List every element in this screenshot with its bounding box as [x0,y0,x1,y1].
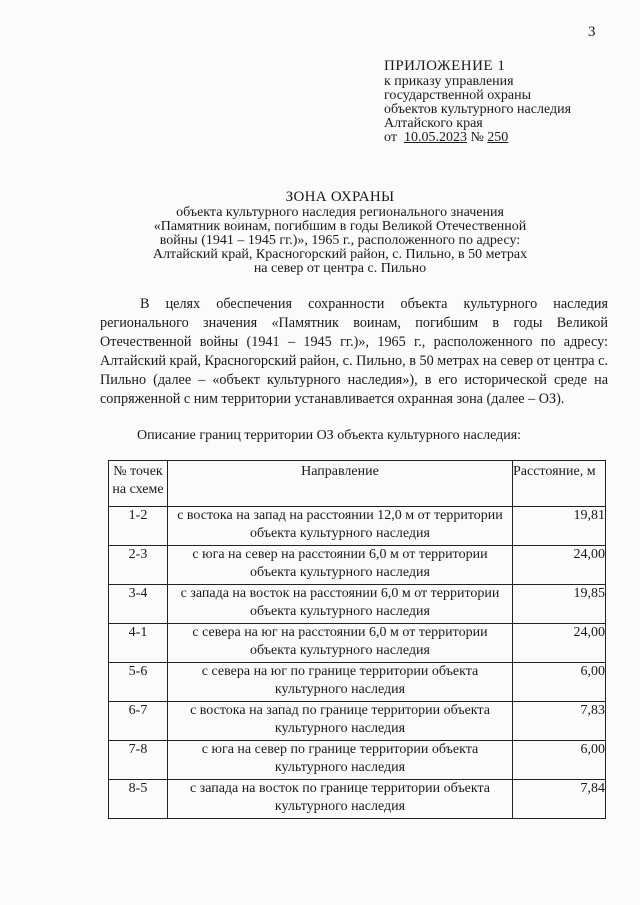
appendix-title: ПРИЛОЖЕНИЕ 1 [384,58,506,74]
cell-distance: 7,83 [513,702,606,741]
cell-distance: 24,00 [513,546,606,585]
appendix-number: 250 [487,130,509,145]
cell-points: 2-3 [109,546,168,585]
table-row [109,507,606,546]
zone-heading-line: объекта культурного наследия регионального значения [176,205,504,220]
cell-distance: 6,00 [513,741,606,780]
table-row [109,741,606,780]
cell-points: 1-2 [109,507,168,546]
zone-heading-line: войны (1941 – 1945 гг.)», 1965 г., расположенного по адресу: [159,233,521,248]
cell-points: 6-7 [109,702,168,741]
appendix-number-sign: № [470,130,484,145]
table-row [109,546,606,585]
cell-points: 3-4 [109,585,168,624]
cell-points: 7-8 [109,741,168,780]
zone-heading-line: на север от центра с. Пильно [253,261,427,276]
table-row [109,624,606,663]
appendix-line: государственной охраны [384,88,532,103]
cell-direction: с востока на запад на расстоянии 12,0 м от территории объекта культурного наследия [168,507,513,546]
table-row [109,780,606,819]
cell-direction: с запада на восток по границе территории объекта культурного наследия [168,780,513,819]
cell-distance: 6,00 [513,663,606,702]
table-caption: Описание границ территории ОЗ объекта культурного наследия: [137,428,522,443]
body-paragraph: В целях обеспечения сохранности объекта культурного наследия регионального значения «Памятник воинам, погибшим в годы Великой Отечественной войны (1941 – 1945 гг.)», 1965 г., расположенного по адресу: Алтайский край, Красногорский район, с. Пильно, в 50 метрах на север от центра с. Пильно (далее – «объект культурного наследия»), в его исторической среде на сопряженной с ним территории устанавливается охранная зона (далее – ОЗ). [100,296,608,407]
zone-heading-line: Алтайский край, Красногорский район, с. Пильно, в 50 метрах [152,247,528,262]
header-distance: Расстояние, м [513,461,606,507]
appendix-date-line [384,131,571,145]
cell-points: 8-5 [109,780,168,819]
appendix-date: 10.05.2023 [403,130,467,145]
zone-heading [120,188,560,276]
boundaries-table [108,460,606,819]
appendix-line: объектов культурного наследия [384,102,572,117]
cell-direction: с севера на юг на расстоянии 6,0 м от территории объекта культурного наследия [168,624,513,663]
header-points: № точек на схеме [109,461,168,507]
header-direction: Направление [168,461,513,507]
zone-heading-line: «Памятник воинам, погибшим в годы Великой Отечественной [153,219,527,234]
cell-direction: с севера на юг по границе территории объекта культурного наследия [168,663,513,702]
appendix-line: Алтайского края [384,116,483,131]
cell-direction: с востока на запад по границе территории объекта культурного наследия [168,702,513,741]
cell-distance: 19,81 [513,507,606,546]
cell-points: 4-1 [109,624,168,663]
page-number: 3 [588,24,596,40]
appendix-block [384,58,571,145]
cell-direction: с юга на север по границе территории объекта культурного наследия [168,741,513,780]
table-row [109,663,606,702]
cell-points: 5-6 [109,663,168,702]
zone-title: ЗОНА ОХРАНЫ [285,189,395,205]
cell-distance: 24,00 [513,624,606,663]
cell-direction: с юга на север на расстоянии 6,0 м от территории объекта культурного наследия [168,546,513,585]
table-header-row [109,461,606,507]
cell-distance: 19,85 [513,585,606,624]
table-row [109,702,606,741]
cell-direction: с запада на восток на расстоянии 6,0 м от территории объекта культурного наследия [168,585,513,624]
cell-distance: 7,84 [513,780,606,819]
table-row [109,585,606,624]
appendix-line: к приказу управления [384,74,514,89]
appendix-date-prefix: от [384,130,397,145]
